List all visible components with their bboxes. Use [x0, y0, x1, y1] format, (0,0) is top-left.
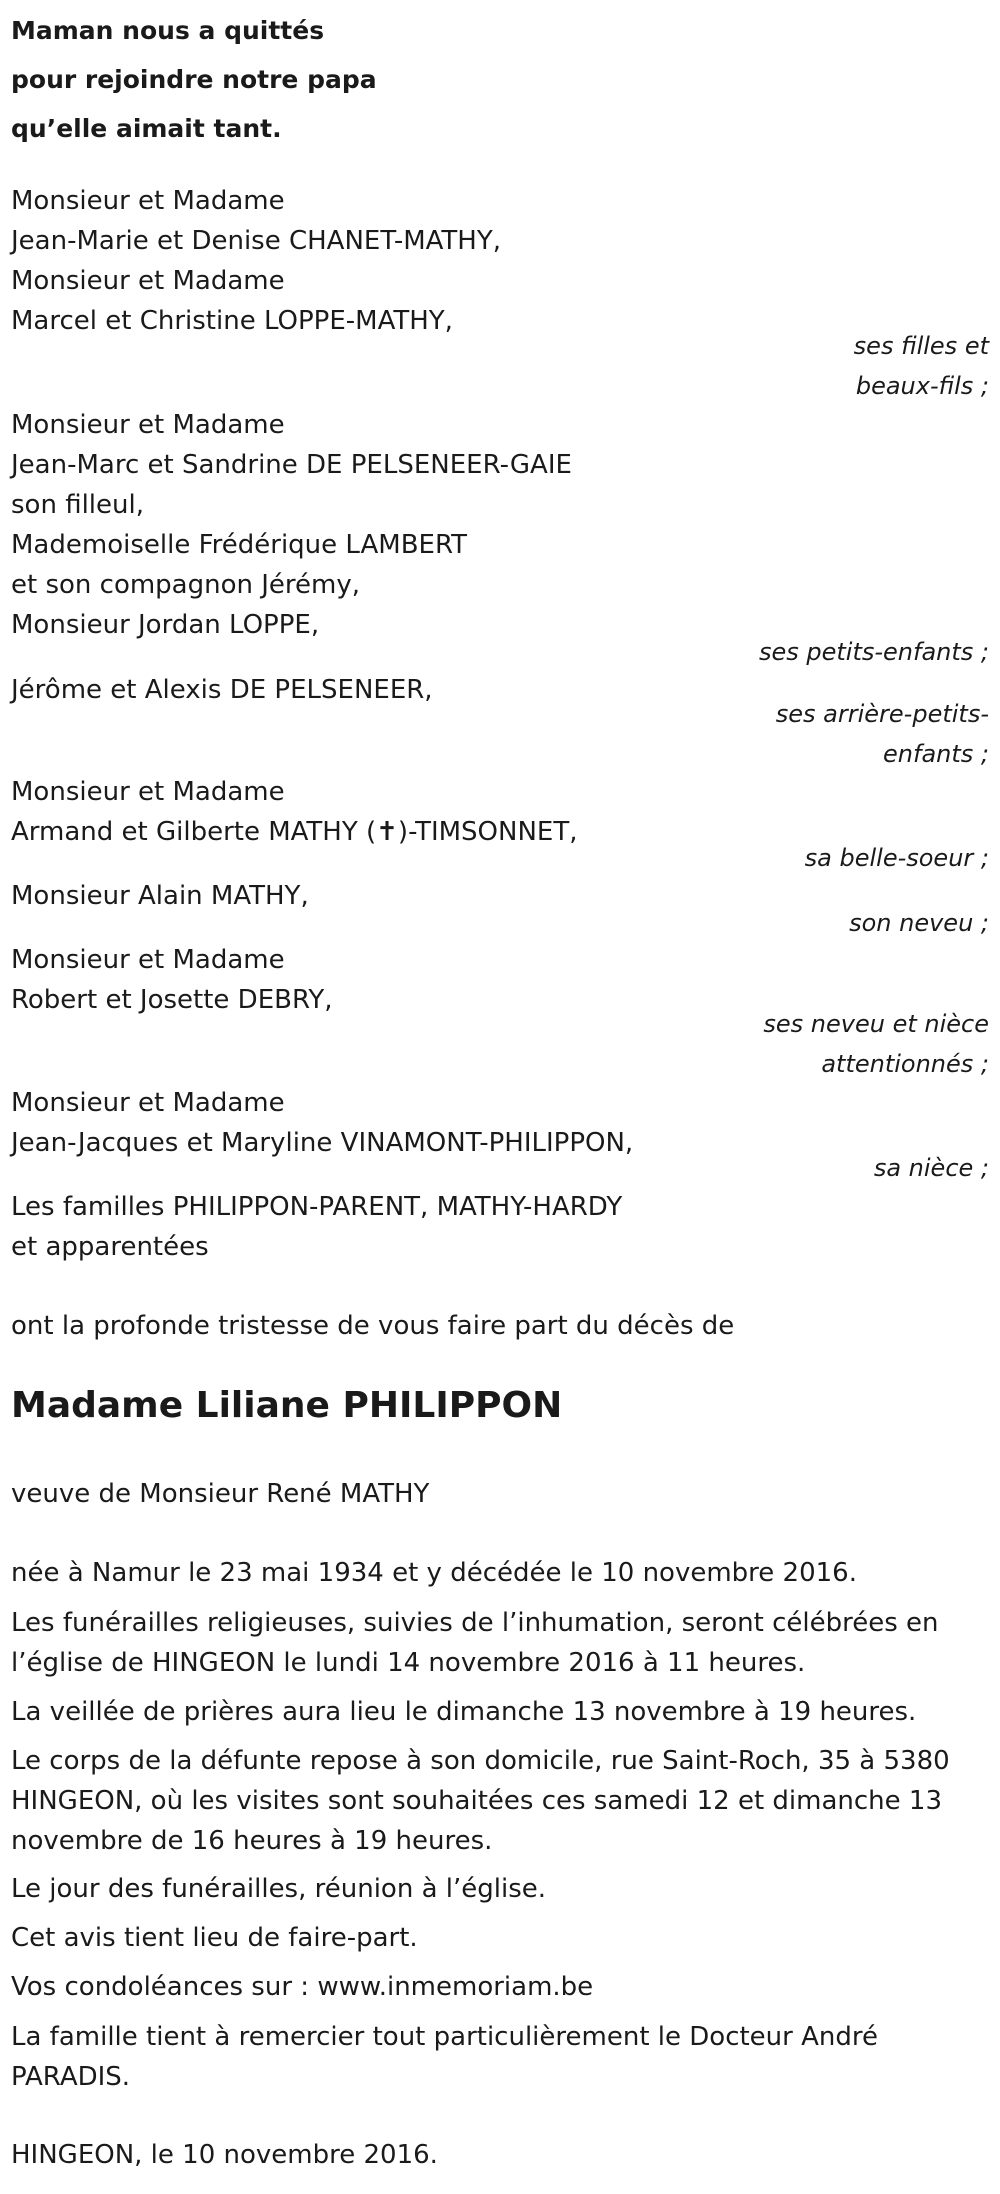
family-name-line: Jean-Jacques et Maryline VINAMONT-PHILIPPON, — [11, 1128, 634, 1158]
family-name-line: Monsieur Jordan LOPPE, — [11, 610, 320, 640]
family-name-line: son filleul, — [11, 490, 144, 520]
family-name-line: Monsieur Alain MATHY, — [11, 881, 309, 911]
paragraph-line: HINGEON, où les visites sont souhaitées ces samedi 12 et dimanche 13 — [11, 1786, 942, 1816]
relation-line: son neveu ; — [849, 909, 989, 937]
family-group-grandchildren — [11, 405, 991, 645]
paragraph-line: née à Namur le 23 mai 1934 et y décédée le 10 novembre 2016. — [11, 1558, 857, 1588]
paragraph-line: PARADIS. — [11, 2062, 131, 2092]
intro-text — [11, 6, 377, 153]
family-group-niece — [11, 1083, 991, 1163]
family-name-line: Monsieur et Madame — [11, 945, 285, 975]
relation-label — [854, 326, 989, 406]
paragraph-line: La veillée de prières aura lieu le dimanche 13 novembre à 19 heures. — [11, 1697, 917, 1727]
vigil-paragraph — [11, 1692, 916, 1732]
family-name-line: Monsieur et Madame — [11, 410, 285, 440]
relation-line: ses filles et — [853, 332, 989, 360]
relation-line: enfants ; — [883, 740, 989, 768]
place-date-signature: HINGEON, le 10 novembre 2016. — [11, 2140, 438, 2170]
family-group-daughters — [11, 181, 991, 341]
family-name-line: Marcel et Christine LOPPE-MATHY, — [11, 306, 453, 336]
paragraph-line: La famille tient à remercier tout particulièrement le Docteur André — [11, 2022, 878, 2052]
family-name-line: Monsieur et Madame — [11, 266, 285, 296]
family-group-relatives — [11, 1187, 991, 1267]
relation-line: ses neveu et nièce — [763, 1010, 989, 1038]
family-name-line: Armand et Gilberte MATHY (✝)-TIMSONNET, — [11, 817, 578, 847]
relation-label — [776, 694, 989, 774]
relation-label — [849, 903, 989, 943]
paragraph-line: Vos condoléances sur : www.inmemoriam.be — [11, 1972, 594, 2002]
intro-line: pour rejoindre notre papa — [11, 65, 377, 94]
condolences-paragraph — [11, 1967, 593, 2007]
relation-label — [763, 1004, 989, 1084]
relation-line: ses petits-enfants ; — [758, 638, 989, 666]
relation-label — [805, 838, 989, 878]
family-name-line: et son compagnon Jérémy, — [11, 570, 361, 600]
widow-of-text: veuve de Monsieur René MATHY — [11, 1479, 430, 1509]
relation-line: attentionnés ; — [821, 1050, 989, 1078]
paragraph-line: Le jour des funérailles, réunion à l’église. — [11, 1874, 547, 1904]
paragraph-line: novembre de 16 heures à 19 heures. — [11, 1826, 493, 1856]
family-name-line: et apparentées — [11, 1232, 209, 1262]
family-name-line: Jérôme et Alexis DE PELSENEER, — [11, 675, 433, 705]
funeral-paragraph — [11, 1603, 939, 1683]
visitation-paragraph — [11, 1741, 950, 1861]
thanks-paragraph — [11, 2017, 878, 2097]
deceased-name: Madame Liliane PHILIPPON — [11, 1385, 563, 1426]
family-name-line: Monsieur et Madame — [11, 1088, 285, 1118]
birth-death-paragraph — [11, 1553, 857, 1593]
paragraph-line: Les funérailles religieuses, suivies de l’inhumation, seront célébrées en — [11, 1608, 939, 1638]
paragraph-line: l’église de HINGEON le lundi 14 novembre 2016 à 11 heures. — [11, 1648, 806, 1678]
meeting-paragraph — [11, 1869, 546, 1909]
family-group-nephew — [11, 876, 991, 916]
family-name-line: Jean-Marie et Denise CHANET-MATHY, — [11, 226, 502, 256]
family-name-line: Monsieur et Madame — [11, 777, 285, 807]
relation-label — [759, 632, 989, 672]
family-name-line: Robert et Josette DEBRY, — [11, 985, 333, 1015]
relation-line: ses arrière-petits- — [775, 700, 989, 728]
paragraph-line: Cet avis tient lieu de faire-part. — [11, 1923, 418, 1953]
intro-line: Maman nous a quittés — [11, 16, 325, 45]
relation-line: beaux-fils ; — [855, 372, 989, 400]
family-name-line: Monsieur et Madame — [11, 186, 285, 216]
family-name-line: Les familles PHILIPPON-PARENT, MATHY-HARDY — [11, 1192, 623, 1222]
notice-paragraph — [11, 1918, 418, 1958]
intro-line: qu’elle aimait tant. — [11, 114, 282, 143]
announcement-text: ont la profonde tristesse de vous faire part du décès de — [11, 1311, 735, 1341]
family-name-line: Mademoiselle Frédérique LAMBERT — [11, 530, 468, 560]
relation-line: sa nièce ; — [873, 1154, 989, 1182]
relation-line: sa belle-soeur ; — [804, 844, 989, 872]
relation-label — [874, 1148, 989, 1188]
family-name-line: Jean-Marc et Sandrine DE PELSENEER-GAIE — [11, 450, 572, 480]
paragraph-line: Le corps de la défunte repose à son domicile, rue Saint-Roch, 35 à 5380 — [11, 1746, 950, 1776]
